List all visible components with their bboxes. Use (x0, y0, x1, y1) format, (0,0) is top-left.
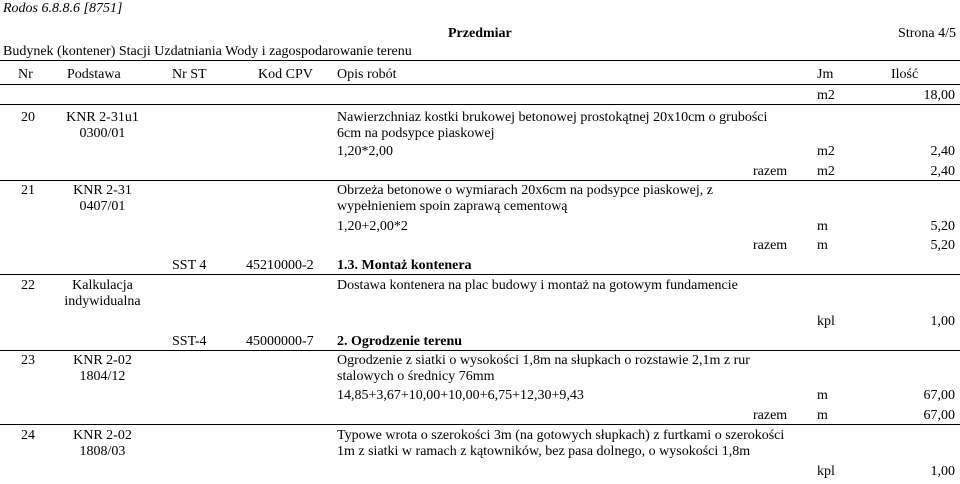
row-separator (0, 104, 960, 105)
item-basis-line2: 0407/01 (79, 199, 126, 214)
header-rule-top (0, 60, 960, 61)
item-calc-quantity: 5,20 (930, 219, 955, 234)
item-basis-line2: indywidualna (64, 294, 141, 309)
item-description-line2: 6cm na podsypce piaskowej (337, 126, 495, 141)
item-total-label: razem (753, 238, 788, 253)
col-kod-cpv: Kod CPV (258, 67, 313, 82)
item-total-label: razem (753, 164, 788, 179)
section-cpv: 45210000-2 (246, 258, 314, 273)
section-title: 2. Ogrodzenie terenu (337, 334, 463, 349)
row-separator (0, 274, 960, 275)
item-total-unit: m (817, 238, 828, 253)
item-calc-expression: 1,20*2,00 (337, 144, 393, 159)
item-calc-quantity: 1,00 (930, 464, 955, 479)
item-calc-quantity: 1,00 (930, 314, 955, 329)
item-number: 24 (21, 428, 35, 443)
item-number: 22 (21, 278, 35, 293)
item-description-line1: Ogrodzenie z siatki o wysokości 1,8m na słupkach o rozstawie 2,1m z rur (337, 353, 750, 368)
item-calc-unit: m (817, 219, 828, 234)
item-description-line1: Dostawa kontenera na plac budowy i montaż na gotowym fundamencie (337, 278, 738, 293)
item-calc-quantity: 67,00 (923, 388, 955, 403)
item-calc-unit: kpl (817, 464, 835, 479)
item-total-unit: m (817, 408, 828, 423)
item-total-unit: m2 (817, 164, 835, 179)
item-description-line2: wypełnieniem spoin zaprawą cementową (337, 199, 568, 214)
item-basis-line2: 0300/01 (79, 126, 126, 141)
col-podstawa: Podstawa (67, 67, 121, 82)
col-opis: Opis robót (337, 67, 397, 82)
item-calc-unit: m (817, 388, 828, 403)
item-calc-unit: m2 (817, 144, 835, 159)
col-nr: Nr (18, 67, 33, 82)
item-number: 20 (21, 110, 35, 125)
item-basis-line1: KNR 2-31u1 (66, 110, 139, 125)
item-number: 23 (21, 353, 35, 368)
item-description-line2: 1m z siatki w ramach z kątowników, bez pasa dolnego, o wysokości 1,8m (337, 444, 751, 459)
row-separator (0, 424, 960, 425)
project-name: Budynek (kontener) Stacji Uzdatniania Wody i zagospodarowanie terenu (3, 44, 412, 59)
item-calc-expression: 14,85+3,67+10,00+10,00+6,75+12,30+9,43 (337, 388, 584, 403)
item-basis-line2: 1808/03 (79, 444, 126, 459)
item-basis-line1: KNR 2-02 (73, 353, 132, 368)
item-description-line2: stalowych o średnicy 76mm (337, 369, 495, 384)
item-calc-unit: kpl (817, 314, 835, 329)
row-separator (0, 350, 960, 351)
page-number: Strona 4/5 (898, 26, 956, 41)
item-calc-expression: 1,20+2,00*2 (337, 219, 408, 234)
section-st: SST-4 (172, 334, 207, 349)
row-separator (0, 180, 960, 181)
section-cpv: 45000000-7 (246, 334, 314, 349)
item-total-label: razem (753, 408, 788, 423)
item-basis-line1: KNR 2-31 (73, 183, 132, 198)
item-calc-quantity: 2,40 (930, 144, 955, 159)
item-basis-line1: KNR 2-02 (73, 428, 132, 443)
col-jm: Jm (817, 67, 834, 82)
item-basis-line2: 1804/12 (79, 369, 126, 384)
carry-unit: m2 (817, 88, 835, 103)
item-description-line1: Typowe wrota o szerokości 3m (na gotowych słupkach) z furtkami o szerokości (337, 428, 785, 443)
header-rule-bottom (0, 84, 960, 85)
carry-quantity: 18,00 (923, 88, 955, 103)
col-nr-st: Nr ST (172, 67, 207, 82)
section-st: SST 4 (172, 258, 207, 273)
document-title: Przedmiar (448, 26, 512, 41)
item-number: 21 (21, 183, 35, 198)
item-description-line1: Obrzeża betonowe o wymiarach 20x6cm na podsypce piaskowej, z (337, 183, 713, 198)
item-description-line1: Nawierzchniaz kostki brukowej betonowej prostokątnej 20x10cm o grubości (337, 110, 768, 125)
col-ilosc: Ilość (891, 67, 919, 82)
item-total-quantity: 2,40 (930, 164, 955, 179)
item-total-quantity: 5,20 (930, 238, 955, 253)
program-version: Rodos 6.8.8.6 [8751] (3, 1, 123, 16)
section-title: 1.3. Montaż kontenera (337, 258, 472, 273)
item-basis-line1: Kalkulacja (72, 278, 133, 293)
item-total-quantity: 67,00 (923, 408, 955, 423)
